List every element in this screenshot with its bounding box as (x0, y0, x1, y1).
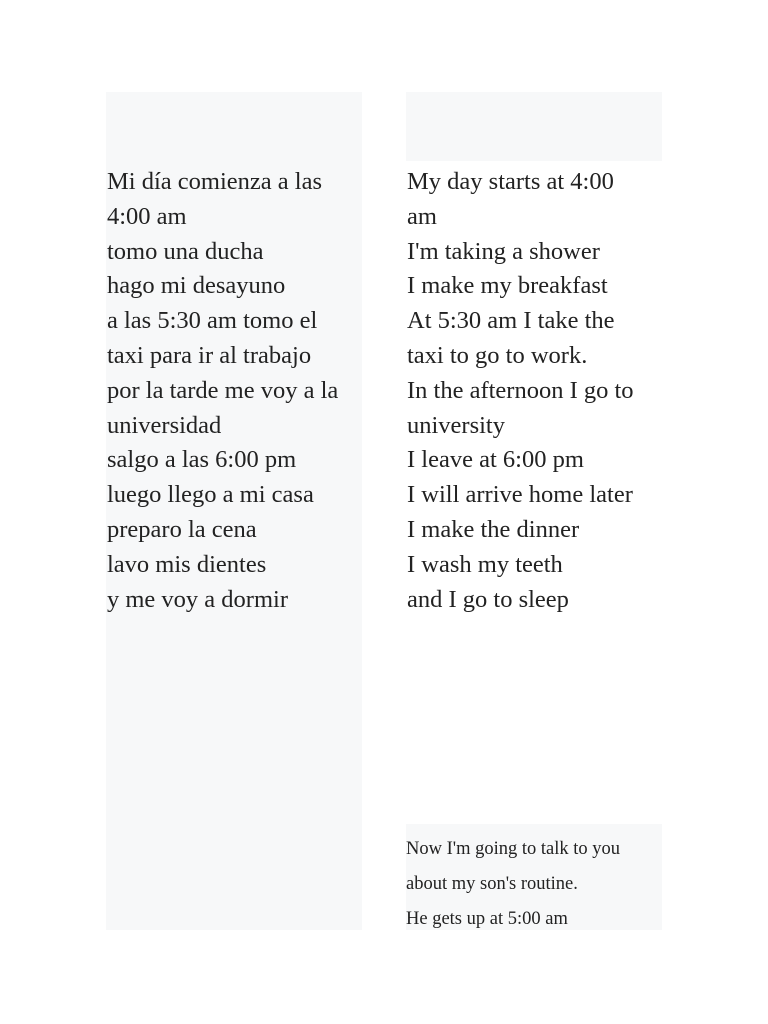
routine-line: about my son's routine. (406, 874, 578, 894)
english-line: am (407, 202, 437, 230)
english-line: taxi to go to work. (407, 341, 588, 369)
english-line: I wash my teeth (407, 550, 563, 578)
english-line: At 5:30 am I take the (407, 307, 615, 335)
spanish-line: taxi para ir al trabajo (107, 341, 312, 369)
spanish-line: universidad (107, 411, 222, 439)
english-line: In the afternoon I go to (407, 376, 634, 404)
spanish-line: tomo una ducha (107, 237, 264, 265)
english-line: university (407, 411, 505, 439)
spanish-line: lavo mis dientes (107, 550, 267, 578)
spanish-line: luego llego a mi casa (107, 481, 314, 509)
routine-line: He gets up at 5:00 am (406, 909, 568, 929)
english-line: I'm taking a shower (407, 237, 600, 265)
english-text-column (407, 165, 657, 617)
english-line: My day starts at 4:00 (407, 168, 614, 195)
english-header-panel (406, 92, 662, 161)
english-line: and I go to sleep (407, 585, 569, 613)
spanish-line: hago mi desayuno (107, 272, 286, 300)
english-line: I make my breakfast (407, 272, 608, 300)
spanish-text-column (107, 165, 363, 617)
english-line: I leave at 6:00 pm (407, 446, 584, 474)
spanish-line: 4:00 am (107, 202, 187, 230)
spanish-line: Mi día comienza a las (107, 168, 322, 195)
spanish-line: salgo a las 6:00 pm (107, 446, 297, 474)
english-line: I will arrive home later (407, 481, 633, 509)
spanish-line: a las 5:30 am tomo el (107, 307, 318, 335)
routine-line: Now I'm going to talk to you (406, 839, 621, 859)
english-line: I make the dinner (407, 515, 580, 543)
son-routine-intro (406, 832, 662, 937)
spanish-line: por la tarde me voy a la (107, 376, 339, 404)
spanish-line: y me voy a dormir (107, 585, 288, 613)
spanish-line: preparo la cena (107, 515, 257, 543)
